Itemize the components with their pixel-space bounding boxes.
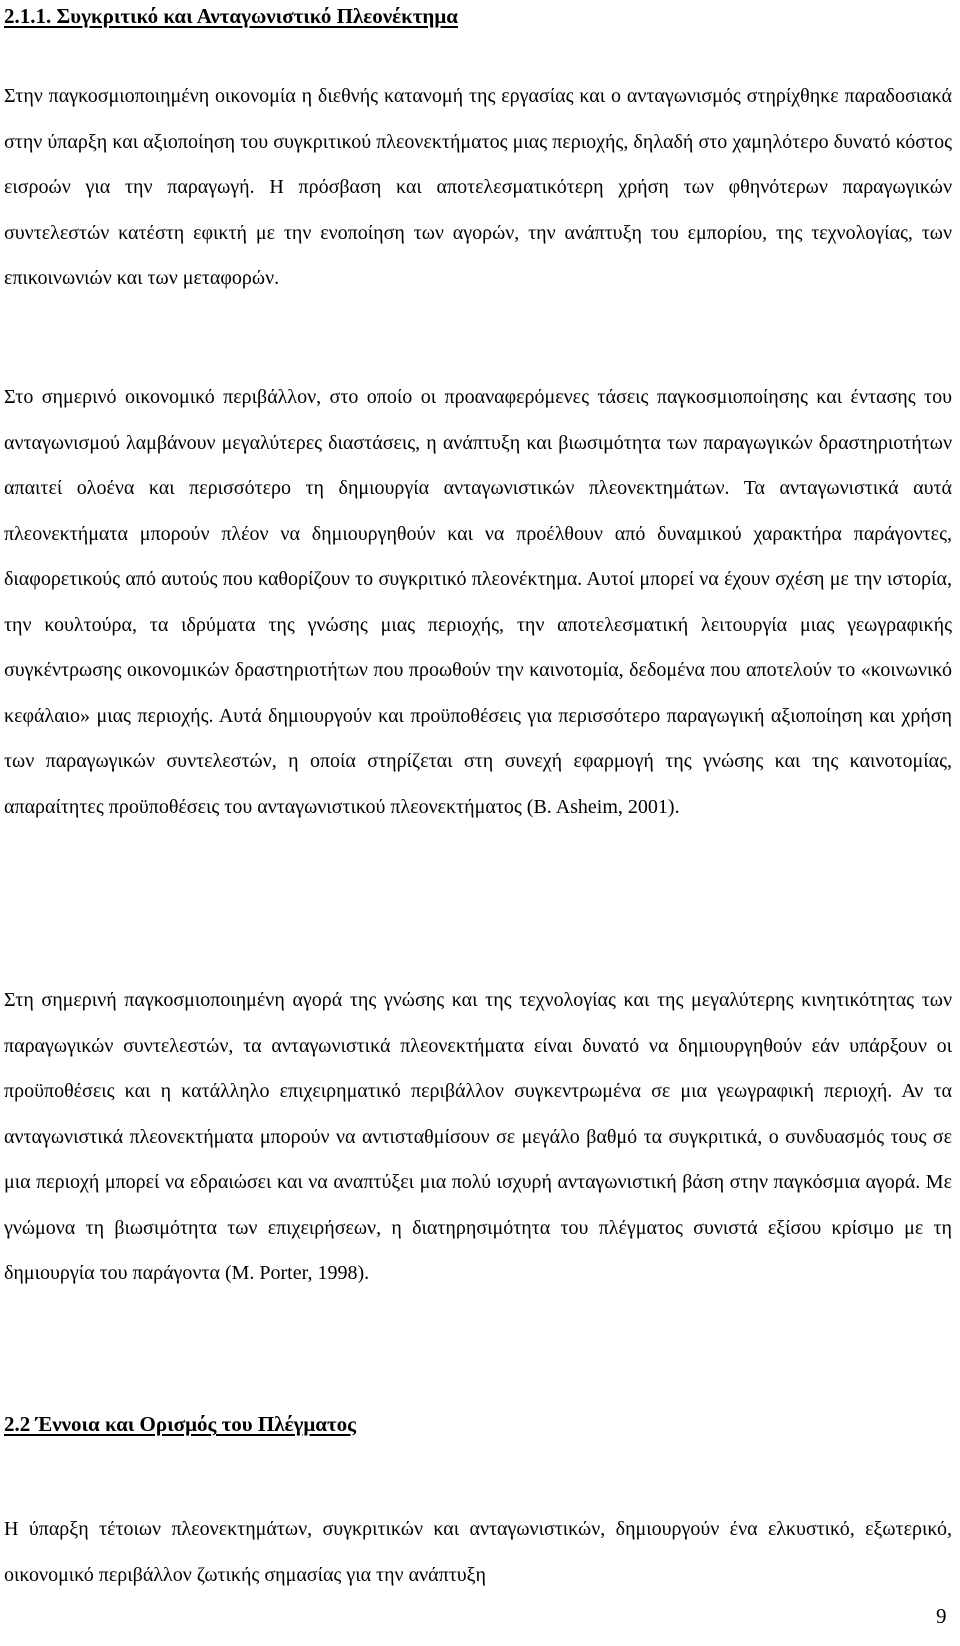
- section-heading-2-2: 2.2 Έννοια και Ορισμός του Πλέγματος: [4, 1412, 357, 1436]
- paragraph-global-market: Στη σημερινή παγκοσμιοποιημένη αγορά της γνώσης και της τεχνολογίας και της μεγαλύτερης κινητικότητας των παραγωγικών συντελεστών, τα ανταγωνιστικά πλεονεκτήματα είναι δυνατό να δημιουργηθούν εάν υπάρξουν οι προϋποθέσεις και η κατάλληλο επιχειρηματικό περιβάλλον συγκεντρωμένα σε μια γεωγραφική περιοχή. Αν τα ανταγωνιστικά πλεονεκτήματα μπορούν να αντισταθμίσουν σε μεγάλο βαθμό τα συγκριτικά, ο συνδυασμός τους σε μια περιοχή μπορεί να εδραιώσει και να αναπτύξει μια πολύ ισχυρή ανταγωνιστική βάση στην παγκόσμια αγορά. Με γνώμονα τη βιωσιμότητα των επιχειρήσεων, η διατηρησιμότητα του πλέγματος συνιστά εξίσου κρίσιμο με τη δημιουργία του παράγοντα (M. Porter, 1998).: [4, 989, 952, 1284]
- paragraph-cluster-definition: Η ύπαρξη τέτοιων πλεονεκτημάτων, συγκριτικών και ανταγωνιστικών, δημιουργούν ένα ελκυστικό, εξωτερικό, οικονομικό περιβάλλον ζωτικής σημασίας για την ανάπτυξη: [4, 1518, 952, 1586]
- page-number: 9: [936, 1604, 947, 1628]
- section-heading-2-1-1: 2.1.1. Συγκριτικό και Ανταγωνιστικό Πλεονέκτημα: [4, 4, 458, 28]
- paragraph-competitive-advantage: Στο σημερινό οικονομικό περιβάλλον, στο οποίο οι προαναφερόμενες τάσεις παγκοσμιοποίησης και έντασης του ανταγωνισμού λαμβάνουν μεγαλύτερες διαστάσεις, η ανάπτυξη και βιωσιμότητα των παραγωγικών δραστηριοτήτων απαιτεί ολοένα και περισσότερο τη δημιουργία ανταγωνιστικών πλεονεκτημάτων. Τα ανταγωνιστικά αυτά πλεονεκτήματα μπορούν πλέον να δημιουργηθούν και να προέλθουν από δυναμικού χαρακτήρα παράγοντες, διαφορετικούς από αυτούς που καθορίζουν το συγκριτικό πλεονέκτημα. Αυτοί μπορεί να έχουν σχέση με την ιστορία, την κουλτούρα, τα ιδρύματα της γνώσης μιας περιοχής, την αποτελεσματική λειτουργία μιας γεωγραφικής συγκέντρωσης οικονομικών δραστηριοτήτων που προωθούν την καινοτομία, δεδομένα που αποτελούν το «κοινωνικό κεφάλαιο» μιας περιοχής. Αυτά δημιουργούν και προϋποθέσεις για περισσότερο παραγωγική αξιοποίηση και χρήση των παραγωγικών συντελεστών, η οποία στηρίζεται στη συνεχή εφαρμογή της γνώσης και της καινοτομίας, απαραίτητες προϋποθέσεις του ανταγωνιστικού πλεονεκτήματος (B. Asheim, 2001).: [4, 386, 952, 818]
- paragraph-comparative-advantage: Στην παγκοσμιοποιημένη οικονομία η διεθνής κατανομή της εργασίας και ο ανταγωνισμός στηρίχθηκε παραδοσιακά στην ύπαρξη και αξιοποίηση του συγκριτικού πλεονεκτήματος μιας περιοχής, δηλαδή στο χαμηλότερο δυνατό κόστος εισροών για την παραγωγή. Η πρόσβαση και αποτελεσματικότερη χρήση των φθηνότερων παραγωγικών συντελεστών κατέστη εφικτή με την ενοποίηση των αγορών, την ανάπτυξη του εμπορίου, της τεχνολογίας, των επικοινωνιών και των μεταφορών.: [4, 85, 952, 289]
